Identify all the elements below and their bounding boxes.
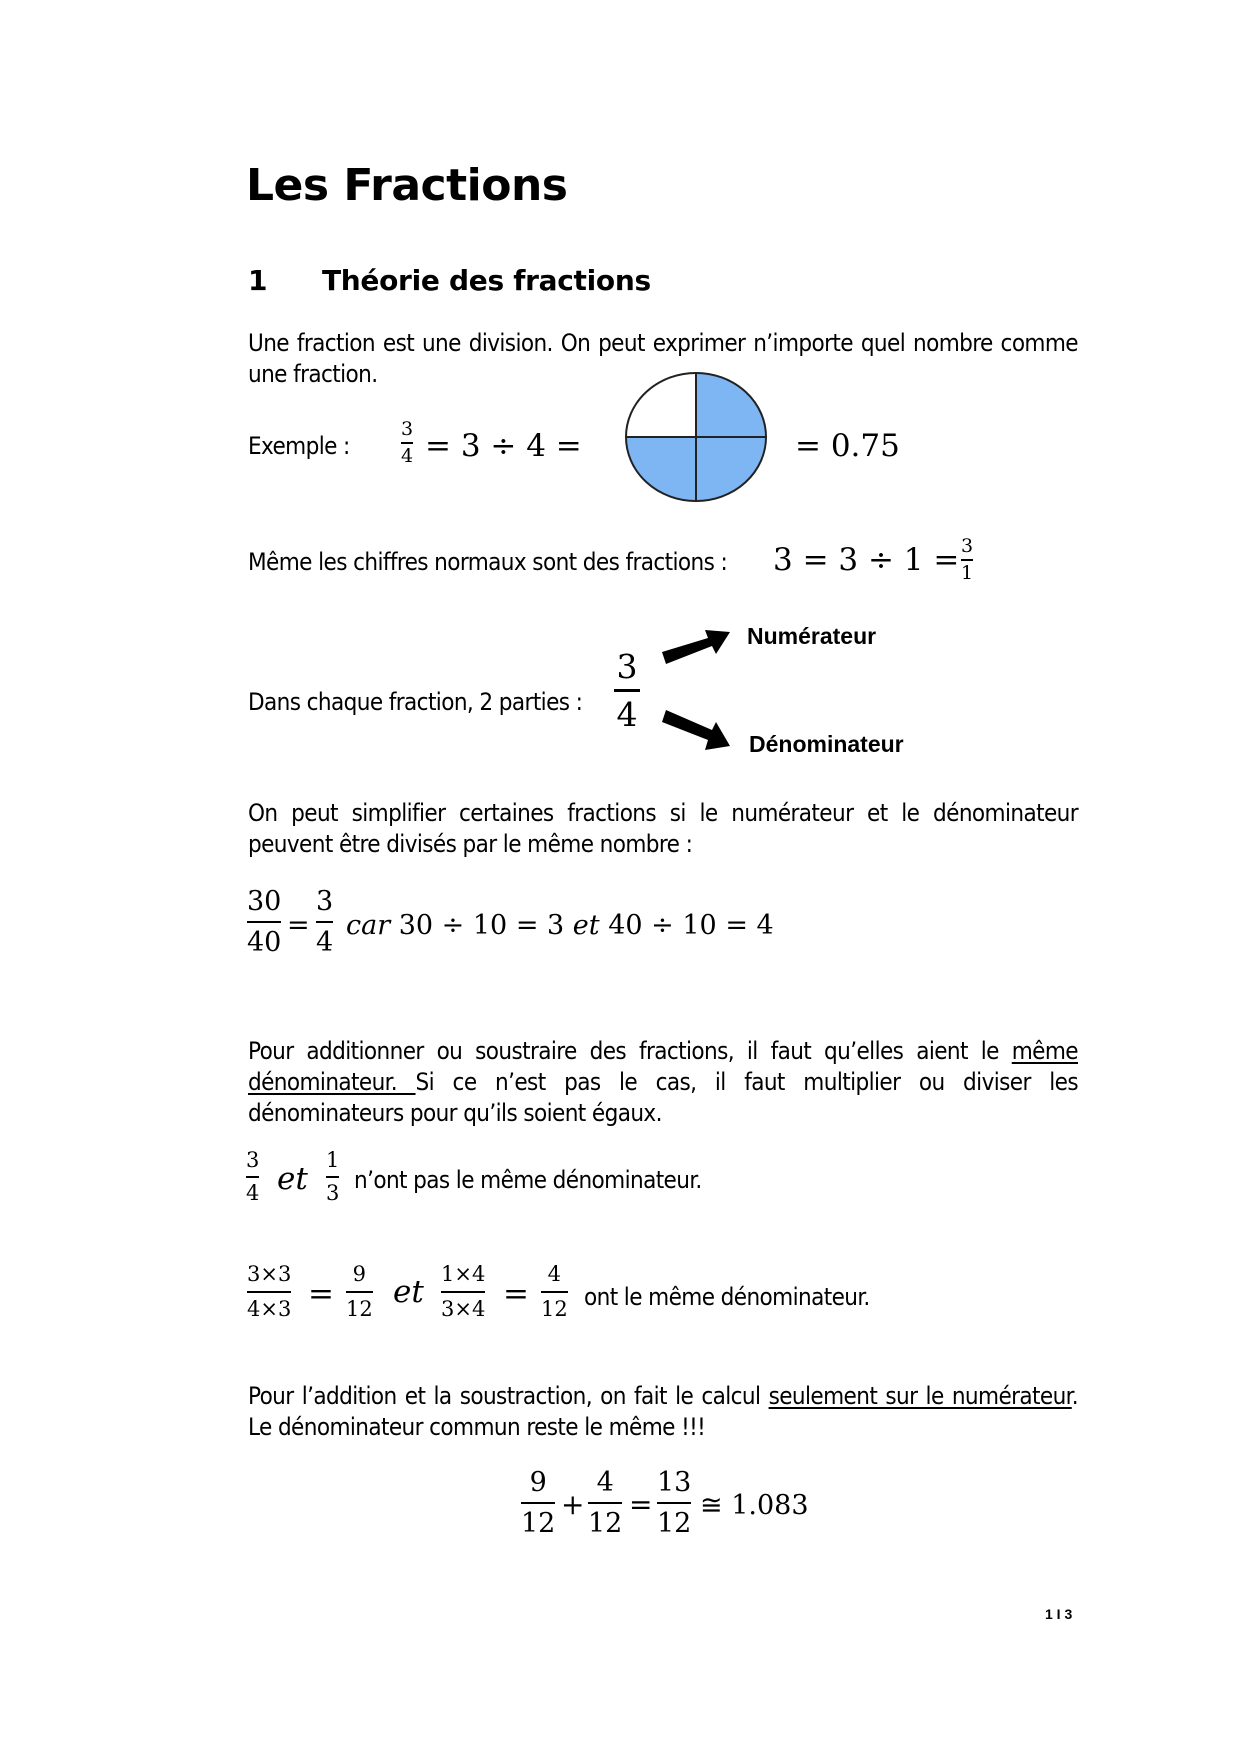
simplify-paragraph: On peut simplifier certaines fractions si le numérateur et le dénominateur peuvent être divisés par le même nombre : <box>248 799 1078 858</box>
whole-numbers-expression: 3 = 3 ÷ 1 = <box>773 542 960 578</box>
fraction-bar <box>346 1291 373 1293</box>
expression-1: 30 ÷ 10 = 3 <box>398 910 565 941</box>
same-text: ont le même dénominateur. <box>584 1283 870 1311</box>
sum-fraction-9-12 <box>521 1469 555 1537</box>
numerator: 1×4 <box>441 1262 486 1286</box>
equals-sign-1: = <box>308 1276 334 1312</box>
car-word: car <box>346 910 391 941</box>
text-before: Pour additionner ou soustraire des fractions, il faut qu’elles aient le <box>248 1037 1012 1065</box>
denominator: 12 <box>541 1297 568 1321</box>
et-word: et <box>277 1161 308 1197</box>
simplify-fraction-3-4 <box>316 888 333 956</box>
denominator: 4×3 <box>247 1297 292 1321</box>
numerator: 9 <box>529 1467 547 1498</box>
fraction-bar <box>657 1502 691 1504</box>
whole-numbers-text: Même les chiffres normaux sont des fractions : <box>248 548 728 576</box>
simplify-fraction-30-40 <box>247 888 281 956</box>
fraction-bar <box>521 1502 555 1504</box>
numerator: 3 <box>316 886 334 917</box>
numerator: 3 <box>246 1148 260 1172</box>
denominator: 4 <box>246 1181 260 1205</box>
text-after: Si ce n’est pas le cas, il faut multiplier ou diviser les dénominateurs pour qu’ils soient égaux. <box>248 1068 1079 1127</box>
denominator: 4 <box>316 927 334 958</box>
fraction-bar <box>614 689 640 692</box>
denominator: 4 <box>616 695 638 734</box>
fraction-9-12 <box>346 1264 373 1320</box>
numerator-label: Numérateur <box>747 623 877 649</box>
pie-chart-three-quarters <box>624 371 768 503</box>
numerator: 3 <box>401 418 414 440</box>
intro-paragraph: Une fraction est une division. On peut exprimer n’importe quel nombre comme une fraction. <box>248 329 1078 388</box>
parts-fraction <box>614 647 640 734</box>
page-number: 1 I 3 <box>1045 1606 1073 1622</box>
fraction-bar <box>247 921 281 923</box>
denominator: 12 <box>588 1508 623 1539</box>
fraction-bar <box>326 1176 339 1178</box>
fraction-3x3-4x3 <box>247 1264 291 1320</box>
fraction-bar <box>247 1291 291 1293</box>
whole-numbers-fraction <box>961 537 973 583</box>
et-word: et <box>393 1274 424 1310</box>
numerator: 4 <box>596 1467 614 1498</box>
example-label: Exemple : <box>248 432 350 460</box>
numerator: 30 <box>247 886 282 917</box>
numerator: 3 <box>961 535 974 557</box>
example-result: = 0.75 <box>795 428 900 464</box>
numerator: 13 <box>657 1467 692 1498</box>
fraction-bar <box>588 1502 622 1504</box>
page-title: Les Fractions <box>246 160 568 211</box>
sum-fraction-4-12 <box>588 1469 622 1537</box>
fraction-bar <box>401 442 413 444</box>
denominator: 12 <box>346 1297 373 1321</box>
denominator: 12 <box>657 1508 692 1539</box>
equals-sign: = <box>287 910 310 941</box>
fraction-1-3 <box>326 1150 339 1204</box>
fraction-bar <box>246 1176 259 1178</box>
arrow-to-numerator-icon <box>660 624 732 668</box>
expression-2: 40 ÷ 10 = 4 <box>608 910 774 941</box>
denominator: 3×4 <box>441 1297 486 1321</box>
not-same-text: n’ont pas le même dénominateur. <box>354 1166 702 1194</box>
underlined-text: seulement sur le numérateur <box>768 1382 1072 1410</box>
fraction-bar <box>541 1291 568 1293</box>
underlined-text: même dénominateur. <box>248 1037 1078 1096</box>
equals-sign-2: = <box>503 1276 529 1312</box>
fraction-3-4 <box>246 1150 259 1204</box>
numerator: 9 <box>352 1262 367 1286</box>
section-title: Théorie des fractions <box>322 264 651 297</box>
plus-sign: + <box>561 1488 585 1521</box>
equals-sign: = <box>629 1488 653 1521</box>
denominator: 12 <box>521 1508 556 1539</box>
fraction-bar <box>441 1291 485 1293</box>
simplify-explanation <box>346 910 774 941</box>
denominator: 1 <box>961 562 974 584</box>
text-after: . Le dénominateur commun reste le même !!! <box>248 1382 1078 1441</box>
fraction-4-12 <box>541 1264 568 1320</box>
fraction-bar <box>961 559 973 561</box>
numerator: 3 <box>616 647 638 686</box>
example-fraction <box>401 420 413 466</box>
section-number: 1 <box>248 264 268 297</box>
denominator: 40 <box>247 927 282 958</box>
parts-text: Dans chaque fraction, 2 parties : <box>248 688 583 716</box>
numerator: 4 <box>547 1262 562 1286</box>
common-denominator-paragraph <box>248 1036 1078 1129</box>
fraction-1x4-3x4 <box>441 1264 485 1320</box>
fraction-bar <box>316 921 333 923</box>
example-expression: = 3 ÷ 4 = <box>425 428 582 464</box>
denominator-label: Dénominateur <box>749 731 904 757</box>
denominator: 4 <box>401 445 414 467</box>
sum-fraction-13-12 <box>657 1469 691 1537</box>
approximate-result: ≅ 1.083 <box>700 1490 809 1521</box>
numerator: 1 <box>326 1148 340 1172</box>
arrow-to-denominator-icon <box>660 708 732 754</box>
text-before: Pour l’addition et la soustraction, on fait le calcul <box>248 1382 769 1410</box>
addition-rule-paragraph <box>248 1381 1078 1443</box>
et-word: et <box>572 910 600 941</box>
denominator: 3 <box>326 1181 340 1205</box>
numerator: 3×3 <box>247 1262 292 1286</box>
